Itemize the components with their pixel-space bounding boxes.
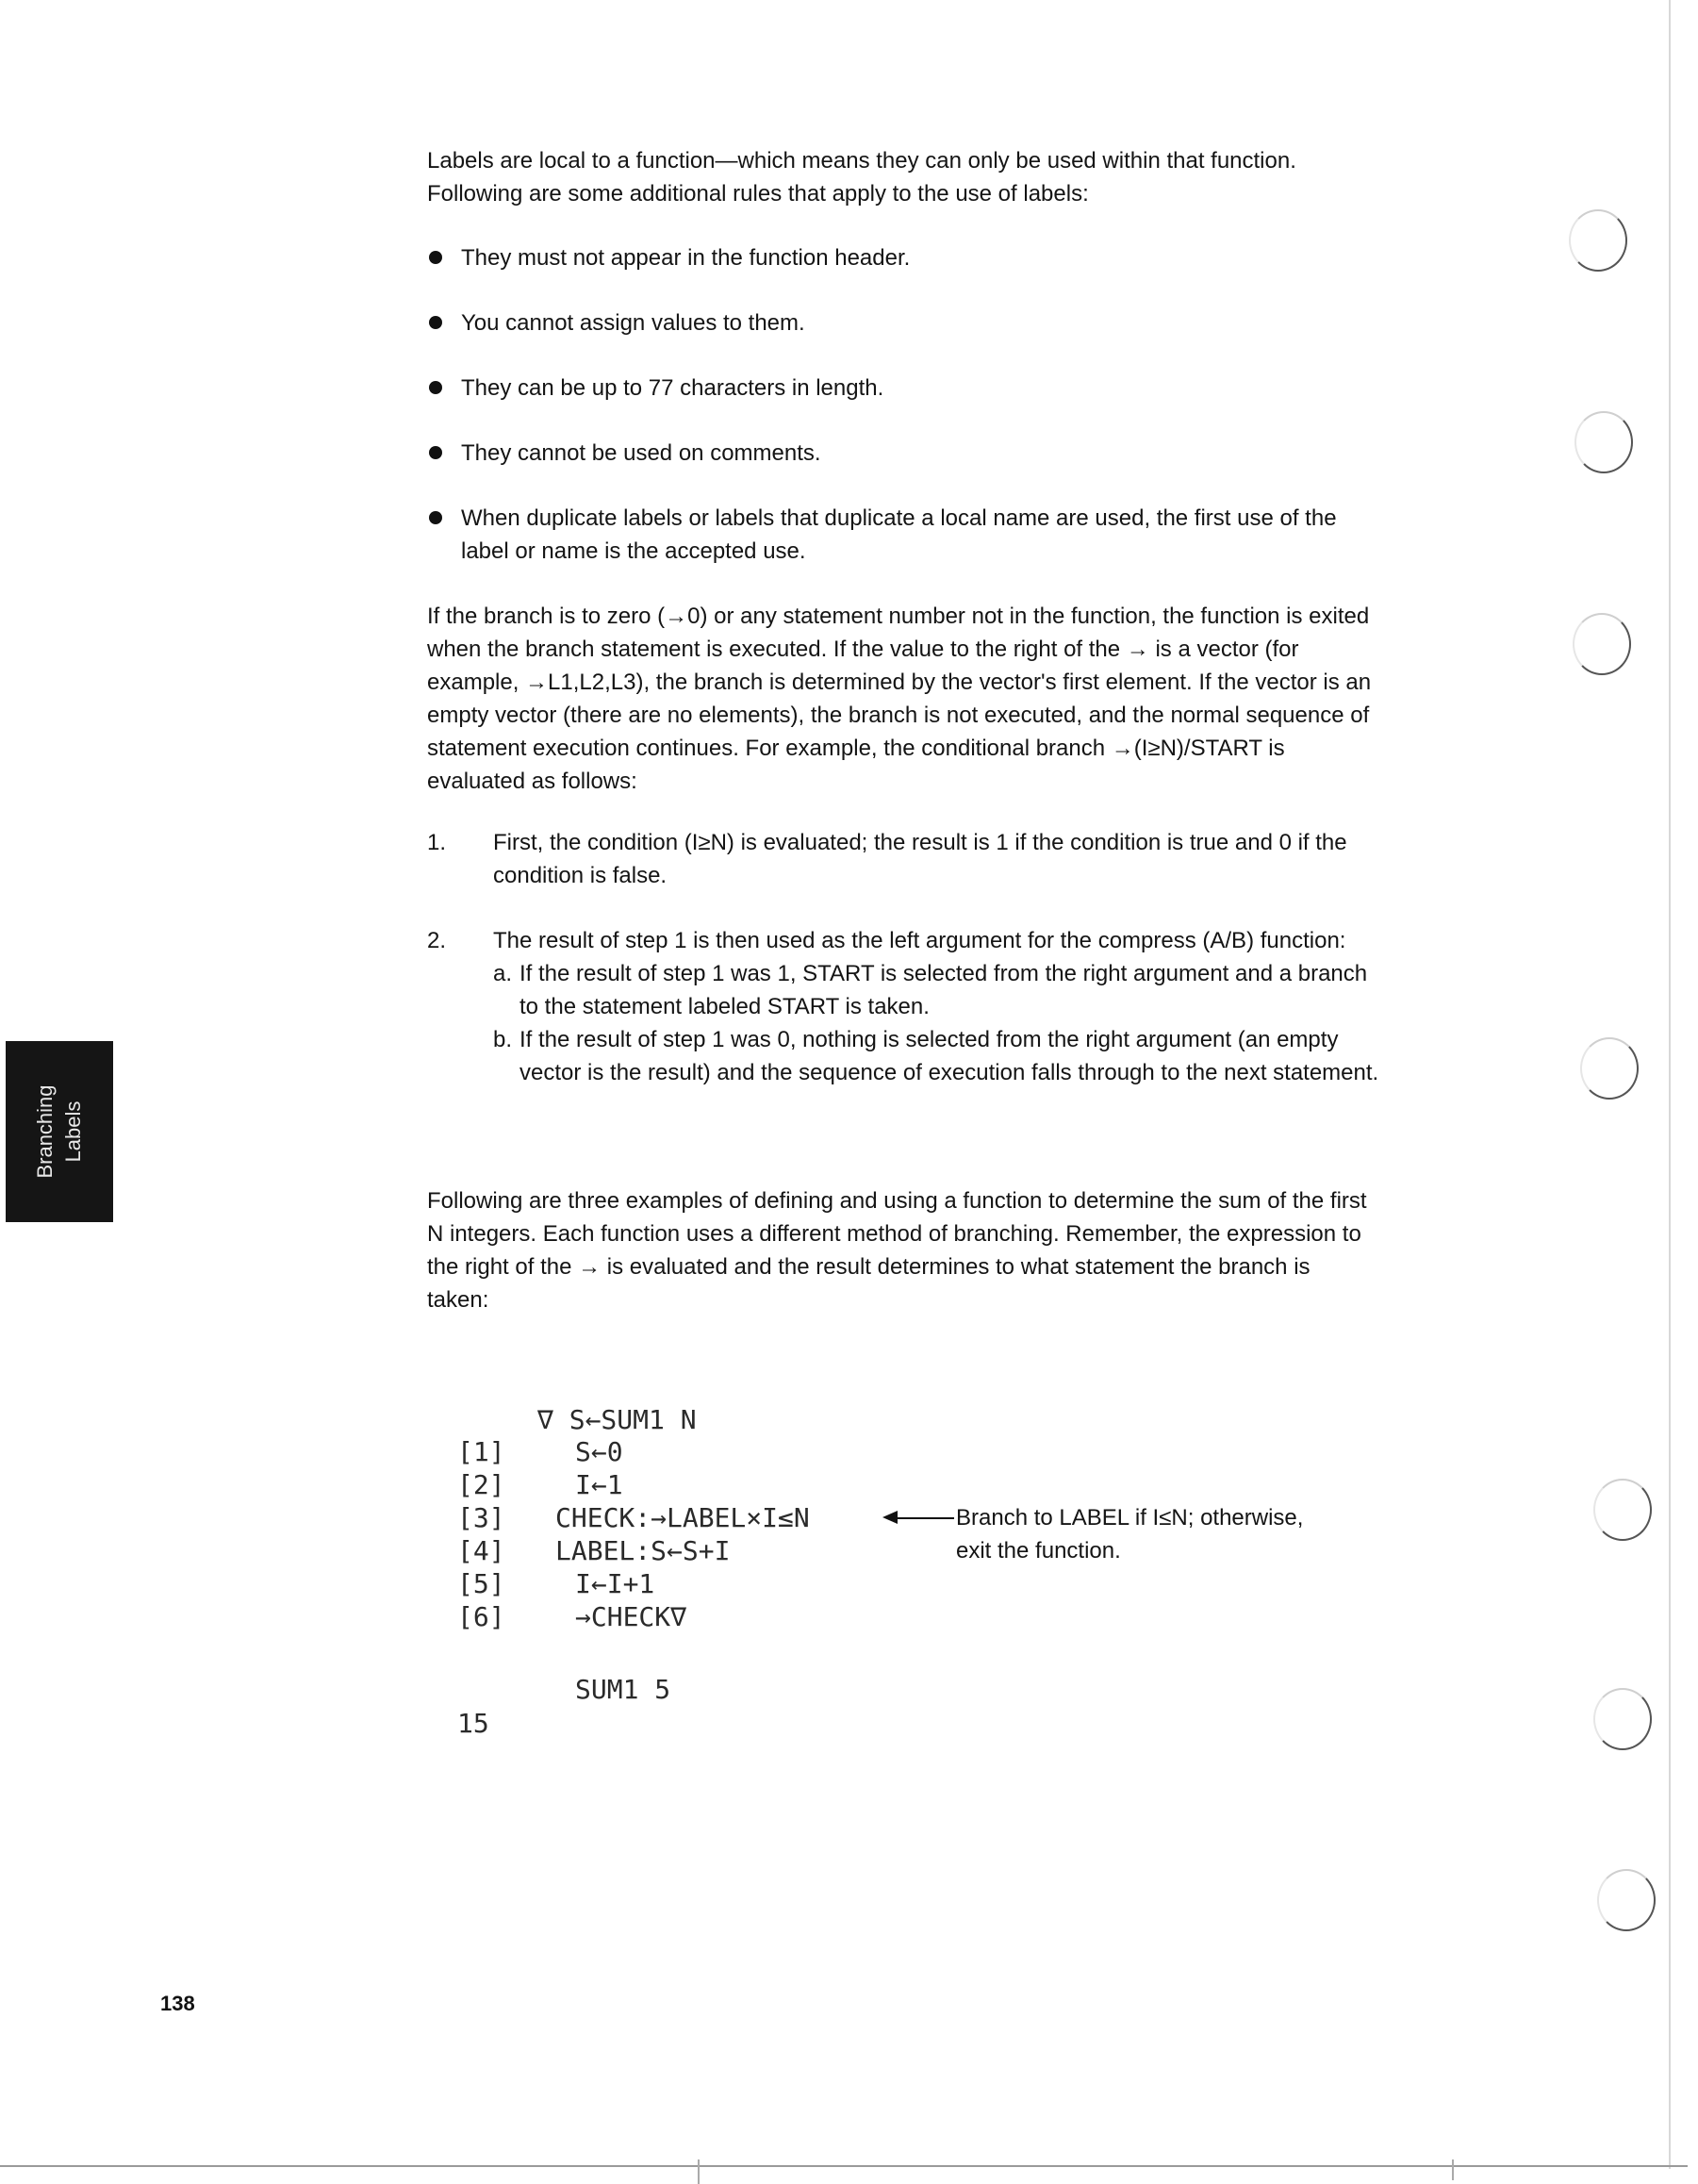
rule-item <box>427 241 1370 274</box>
sub-step <box>493 957 1389 1023</box>
binder-hole <box>1569 209 1627 272</box>
code-line-number: [1] <box>457 1436 505 1467</box>
rule-item <box>427 372 1370 405</box>
code-statement: I←1 <box>575 1469 623 1500</box>
section-tab <box>6 1041 113 1222</box>
sub-step <box>493 1023 1389 1089</box>
page-edge-right <box>1669 0 1671 2169</box>
code-statement: S←0 <box>575 1436 623 1467</box>
step-number: 1. <box>427 830 447 855</box>
annotation-note <box>956 1501 1303 1567</box>
step-item <box>427 924 1389 1089</box>
rule-item <box>427 502 1370 568</box>
step-text: The result of step 1 is then used as the left argument for the compress (A/B) function: <box>493 928 1346 953</box>
code-result: 15 <box>457 1708 489 1739</box>
code-statement: CHECK:→LABEL×I≤N <box>555 1502 810 1533</box>
binder-hole <box>1593 1479 1652 1541</box>
examples-paragraph: Following are three examples of defining and using a function to determine the sum of the first N integers. Each function uses a different method of branching. Remember, the expression to the right of the → is evaluated and the result determines to what statement the branch is taken: <box>427 1188 1367 1313</box>
sub-step-letter: b. <box>493 1027 513 1052</box>
binder-hole <box>1597 1869 1656 1931</box>
edge-tick <box>698 2159 700 2184</box>
bullet-icon <box>429 381 442 394</box>
step-item <box>427 826 1389 892</box>
code-line-number: [6] <box>457 1601 505 1632</box>
bullet-icon <box>429 511 442 524</box>
sub-step-text: If the result of step 1 was 0, nothing is selected from the right argument (an empty vector is the result) and the sequence of execution falls through to the next statement. <box>519 1027 1379 1085</box>
rule-item <box>427 306 1370 339</box>
code-call: SUM1 5 <box>575 1674 671 1705</box>
page-edge-bottom <box>0 2165 1688 2167</box>
sub-step-text: If the result of step 1 was 1, START is selected from the right argument and a branch to the statement labeled START is taken. <box>519 961 1368 1019</box>
bullet-icon <box>429 251 442 264</box>
rule-text: You cannot assign values to them. <box>461 310 805 336</box>
rule-text: They can be up to 77 characters in length. <box>461 375 884 401</box>
code-line-number: [2] <box>457 1469 505 1500</box>
rule-item <box>427 437 1370 470</box>
code-statement: →CHECK∇ <box>575 1601 687 1632</box>
step-text: First, the condition (I≥N) is evaluated; the result is 1 if the condition is true and 0 if the condition is false. <box>493 830 1347 888</box>
binder-hole <box>1580 1037 1639 1100</box>
step-number: 2. <box>427 928 447 953</box>
bullet-icon <box>429 316 442 329</box>
code-header: ∇ S←SUM1 N <box>537 1404 697 1435</box>
binder-hole <box>1574 411 1633 473</box>
bullet-icon <box>429 446 442 459</box>
rule-text: When duplicate labels or labels that duplicate a local name are used, the first use of the label or name is the accepted use. <box>461 505 1337 564</box>
code-statement: LABEL:S←S+I <box>555 1535 731 1566</box>
code-line-number: [3] <box>457 1502 505 1533</box>
code-statement: I←I+1 <box>575 1568 655 1599</box>
branch-paragraph: If the branch is to zero (→0) or any statement number not in the function, the function is exited when the branch statement is executed. If the value to the right of the → is a vector (for example, →L1,L2,L3), the branch is determined by the vector's first element. If the vector is an empty vector (there are no elements), the branch is not executed, and the normal sequence of statement execution continues. For example, the conditional branch →(I≥N)/START is evaluated as follows: <box>427 604 1372 794</box>
annotation-line: Branch to LABEL if I≤N; otherwise, <box>956 1505 1304 1530</box>
code-line-number: [5] <box>457 1568 505 1599</box>
page-number: 138 <box>160 1992 195 2015</box>
sub-step-letter: a. <box>493 961 513 986</box>
section-tab-line: Branching <box>33 1084 57 1179</box>
edge-tick <box>1452 2159 1454 2180</box>
rule-text: They must not appear in the function header. <box>461 245 911 271</box>
code-line-number: [4] <box>457 1535 505 1566</box>
section-tab-line: Labels <box>61 1100 85 1163</box>
binder-hole <box>1593 1688 1652 1750</box>
rule-text: They cannot be used on comments. <box>461 440 821 466</box>
annotation-leader-line <box>896 1517 954 1519</box>
section-tab-label <box>31 1084 88 1178</box>
intro-paragraph: Labels are local to a function—which means they can only be used within that function. Following are some additional rules that apply to the use of labels: <box>427 148 1296 207</box>
annotation-line: exit the function. <box>956 1538 1121 1564</box>
binder-hole <box>1573 613 1631 675</box>
